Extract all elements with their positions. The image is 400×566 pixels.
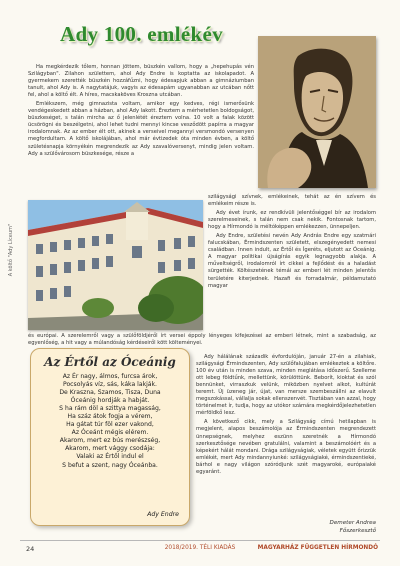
article-title: Ady 100. emlékév: [60, 22, 223, 46]
footer-divider: [20, 540, 380, 541]
paragraph-4: Ady Endre, születési nevén Ady András Endre egy szatmári falucskában, Érmindszenten született, elszegényedett nemesi családban. Innen indult, az Értől és Ígeréts, eljutott az Óceánig. A magyar politikai újságírás egyik legnagyobb alakja. A műveltségről, irodalomról írt cikkei a fejlődést és a haladást sürgették. Költészetének témái az emberi lét minden jelentős területére kiterjednek. Hazafi és forradalmár, példamutató magyar: [208, 233, 376, 289]
author-role: Főszerkesztő: [339, 528, 376, 534]
poem-line: Pocsolyás víz, sás, káka lakják.: [62, 381, 157, 389]
poem-title: Az Értől az Óceánig: [44, 355, 176, 369]
poem-line: Akarom, mert ez bús merészség,: [59, 437, 161, 445]
poem-line: Ha száz átok fogja a vérem,: [67, 413, 153, 421]
poem-line: Ha gátat túr föl ezer vakond,: [66, 421, 154, 429]
paragraph-4-continued: és európai. A szerelemről vagy a szülőföldjéről írt versei éppoly lényeges kifejezései az emberi létnek, mint a szabadság, az egyenlőség, a hit vagy a múlandóság kérdéseiről kött költeményei.: [28, 333, 376, 347]
paragraph-6: A következő cikk, mely a Szilágyság címú hetilapban is megjelent, alapos beszámolója az Érmindszenten megrendezett ünnepségnek, melyhez eszünn szeretnék a Hírmondó szerkesztősége nevében gratulálni, valamint a beszámolóért és a képekért hálát mondani. Drága szilágyságiak, véletek együtt őrizzük emlékét, mert Ady mindannyiunké: szilágyságiaké, érmindszentieké, bárhol e nagy világon szóródjunk szét magyaroké, európaiaké egyaránt.: [196, 419, 376, 475]
magazine-name: MAGYARHÁZ FÜGGETLEN HÍRMONDÓ: [257, 545, 378, 551]
paragraph-2: Emlékszem, még gimnazista voltam, amikor egy kedves, régi ismerősünk vendégeskedett abban a házban, ahol Ady lakott. Éreztem a mérhetetlen boldogságot, büszkeséget, s talán mircha az ő jelenlétét éreztem volna. 10 volt a falak között ücsörögni és beszélgetni, ahol lehet tudni mennyi kincse vesződött papírra a magyar irodalomnak. Az az ember élt ott, akinek a verseivel megannyi versmondó versenyen megfordultam. A költő iskolájában, ahol már évtizedek óta minden évben, a költő születésnapja környékén megrendezik az Ady szavalóversenyt, mindig jelen voltam. Ady a szülővárosom büszkesége, része a: [28, 101, 254, 157]
poem-line: Valaki az Értől indul el: [76, 453, 144, 461]
photo-caption: A költő "Ady Líceum": [8, 223, 14, 277]
poem-lines: [37, 373, 183, 470]
author-name: Demeter Andrea: [329, 520, 376, 526]
paragraph-1: Ha megkérdezik tőlem, honnan jöttem, büszkén vallom, hogy a „hepehupás vén Szilágyban". Zilahon születtem, ahol Ady Endre is koptatta az iskolapadot. A gyermekem szerették büszkén hozzáfűzni, hogy édesapjuk abban a gimnáziumban tanult, ahol Ady is. A nagytatájuk, vagyis az édesapám ugyanabban az utcában nőtt fel, ahol a költő élt. A híres, macskaköves Kroszna utcában.: [28, 64, 254, 99]
ady-portrait-photo: [258, 36, 376, 188]
full-width-text: [28, 333, 376, 347]
issue-label: 2018/2019. TÉLI KIADÁS: [164, 545, 236, 551]
poem-line: Az Ér nagy, álmos, furcsa árok,: [62, 373, 158, 380]
poem-line: Az Óceánt mégis elérem.: [71, 429, 149, 437]
poem-line: Akarom, mert vággy csodája:: [65, 445, 155, 453]
right-column: [208, 194, 376, 290]
paragraph-5: Ady hálálának századik évfordulóján, január 27-én a zilahiak, szilágysági Érmindszenten, Ady szülőfalujában emlékeztek a költőre. 100 év után is minden szava, minden meglátása időszerű. Szelleme ott lebeg földtűnk, mellettünk, körülöttünk. Beborít, kioktat és szól bennünket, virraszkuk velünk, miközben nyelvet alkot, kultúrát teremt. Új üzeneg jár, újat, van mersze szembeszállni az elavult megszokással, vállalja sokak ellenszenvét. Tisztában van azzal, hogy történelmet ír, tudja, hogy az utókor számára megkérdőjelezhetetlen mérföldkő lesz.: [196, 354, 376, 417]
poem-line: De Kraszna, Szamos, Tisza, Duna: [59, 389, 161, 397]
paragraph-3: Ady évet írunk, ez rendkívüli jelentőséggel bír az irodalom szerelmeseinek, s talán nem csak nekik. Fontosnak tartom, hogy a Hírmondó is méltóképpen emlékezzen, ünnepeljen.: [208, 210, 376, 231]
poem-box: [30, 348, 190, 526]
intro-column: [28, 64, 254, 158]
poem-author: Ady Endre: [147, 511, 179, 518]
poem-line: Óceánig hordják a habját.: [70, 397, 150, 405]
poem-line: S befut a szent, nagy Óceánba.: [62, 461, 158, 469]
poem-line: S ha rám döl a szittya magasság,: [59, 405, 161, 413]
page-number: 24: [26, 545, 35, 553]
ady-lyceum-photo: [28, 200, 203, 330]
paragraph-2-continued: szilágysági szívnek, emlékeinek, tehát az én szívem és emlékeim része is.: [208, 194, 376, 208]
lower-right-column: [196, 354, 376, 476]
author-signature: [330, 519, 376, 535]
